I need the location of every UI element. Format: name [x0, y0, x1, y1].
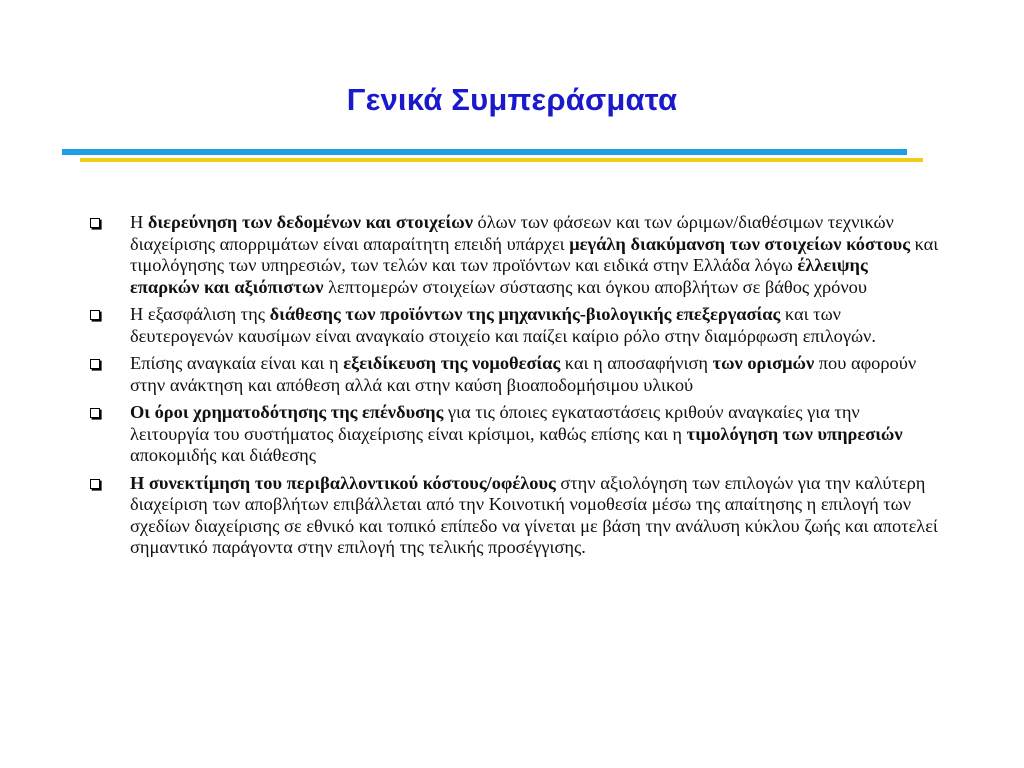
- bullet-plain-text: Η εξασφάλιση της: [130, 304, 270, 324]
- bullet-plain-text: και των δευτερογενών καυσίμων είναι αναγκαίο στοιχείο και παίζει καίριο ρόλο στην διαμόρφωση επιλογών.: [130, 304, 876, 346]
- bullet-plain-text: και η αποσαφήνιση: [560, 353, 713, 373]
- bullet-bold-text: των ορισμών: [712, 353, 815, 373]
- hollow-square-icon: [90, 310, 100, 320]
- bullet-bold-text: Η συνεκτίμηση του περιβαλλοντικού κόστους/οφέλους: [130, 472, 556, 493]
- hollow-square-icon: [90, 218, 100, 228]
- title-rule-blue: [62, 149, 907, 155]
- bullet-item: [88, 304, 940, 347]
- bullet-text: [130, 304, 876, 346]
- bullet-text: [130, 473, 938, 558]
- bullet-bold-text: έλλειψης επαρκών και αξιόπιστων: [130, 255, 868, 297]
- bullet-item: [88, 212, 940, 298]
- bullet-bold-text: διάθεσης των προϊόντων της μηχανικής-βιολογικής επεξεργασίας: [269, 304, 781, 324]
- slide-title: Γενικά Συμπεράσματα: [346, 82, 678, 117]
- bullet-plain-text: λεπτομερών στοιχείων σύστασης και όγκου αποβλήτων σε βάθος χρόνου: [323, 276, 867, 297]
- bullet-item: [88, 402, 940, 467]
- hollow-square-icon: [90, 479, 100, 489]
- bullet-bold-text: εξειδίκευση της νομοθεσίας: [343, 353, 561, 373]
- bullet-plain-text: στην αξιολόγηση των επιλογών για την καλύτερη διαχείριση των αποβλήτων επιβάλλεται από την Κοινοτική νομοθεσία μέσω της απαίτησης η επιλογή των σχεδίων διαχείρισης σε εθνικό και τοπικό επίπεδο να γίνεται με βάση την ανάλυση κύκλου ζωής και αποτελεί σημαντικό παράγοντα στην επιλογή της τελικής προσέγγισης.: [130, 472, 938, 557]
- bullet-plain-text: και τιμολόγησης των υπηρεσιών, των τελών και των προϊόντων και ειδικά στην Ελλάδα λόγω: [130, 233, 939, 275]
- bullet-list: [88, 212, 940, 565]
- bullet-text: [130, 212, 938, 297]
- bullet-bold-text: μεγάλη διακύμανση των στοιχείων κόστους: [569, 233, 910, 254]
- bullet-text: [130, 353, 916, 395]
- bullet-text: [130, 402, 903, 465]
- bullet-plain-text: Η: [130, 212, 148, 232]
- bullet-bold-text: διερεύνηση των δεδομένων και στοιχείων: [147, 212, 473, 232]
- bullet-item: [88, 473, 940, 559]
- bullet-plain-text: για τις όποιες εγκαταστάσεις κριθούν αναγκαίες για την λειτουργία του συστήματος διαχείρισης είναι κρίσιμοι, καθώς επίσης και η: [130, 402, 860, 444]
- hollow-square-icon: [90, 359, 100, 369]
- bullet-plain-text: όλων των φάσεων και των ώριμων/διαθέσιμων τεχνικών διαχείρισης απορριμάτων είναι απαραίτητη επειδή υπάρχει: [130, 212, 894, 254]
- title-rule-gold: [80, 158, 923, 162]
- bullet-item: [88, 353, 940, 396]
- bullet-plain-text: που αφορούν στην ανάκτηση και απόθεση αλλά και στην καύση βιοαποδομήσιμου υλικού: [130, 353, 917, 395]
- bullet-plain-text: Επίσης αναγκαία είναι και η: [130, 353, 344, 373]
- bullet-plain-text: αποκομιδής και διάθεσης: [130, 445, 317, 465]
- bullet-bold-text: τιμολόγηση των υπηρεσιών: [686, 423, 903, 444]
- hollow-square-icon: [90, 408, 100, 418]
- bullet-bold-text: Οι όροι χρηματοδότησης της επένδυσης: [130, 402, 444, 422]
